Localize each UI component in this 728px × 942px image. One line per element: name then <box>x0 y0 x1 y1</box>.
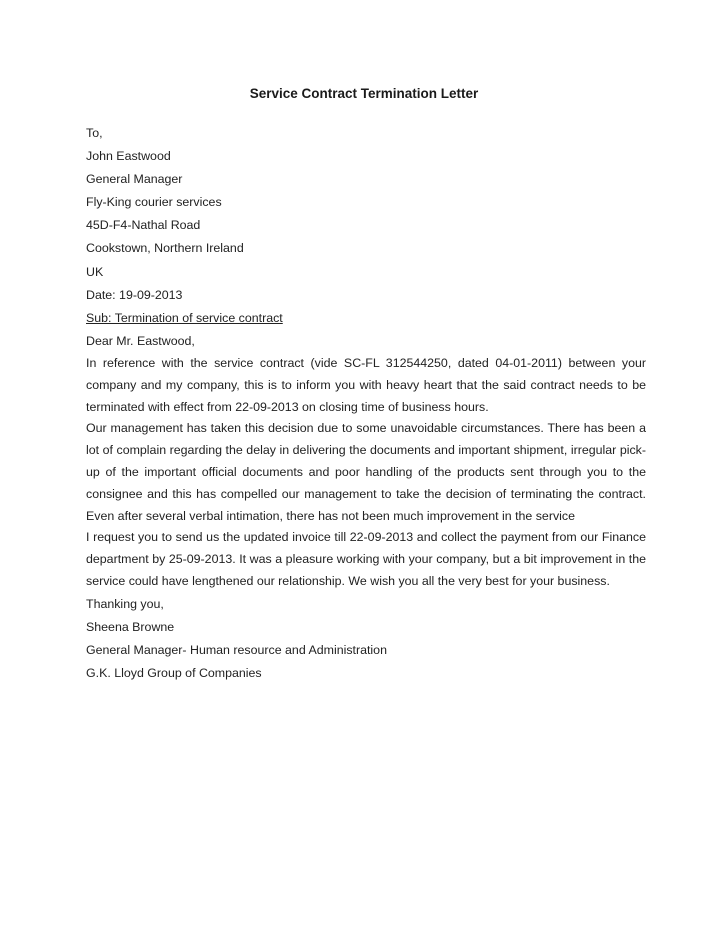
letter-closing: Thanking you, <box>86 596 164 611</box>
sender-company: G.K. Lloyd Group of Companies <box>86 665 262 680</box>
paragraph-reference: In reference with the service contract (vide SC-FL 312544250, dated 04-01-2011) between your company and my company, this is to inform you with heavy heart that the said contract needs to be terminated with effect from 22-09-2013 on closing time of business hours. <box>86 355 646 414</box>
letter-date: Date: 19-09-2013 <box>86 287 183 302</box>
recipient-name: John Eastwood <box>86 149 171 164</box>
paragraph-request: I request you to send us the updated invoice till 22-09-2013 and collect the payment from our Finance department by 25-09-2013. It was a pleasure working with your company, but a bit improvement in the service could have lengthened our relationship. We wish you all the very best for your business. <box>86 530 646 588</box>
letter-body <box>86 122 646 685</box>
sender-name: Sheena Browne <box>86 619 175 634</box>
recipient-country: UK <box>86 264 104 279</box>
recipient-address-line1: 45D-F4-Nathal Road <box>86 218 201 233</box>
recipient-position: General Manager <box>86 172 183 187</box>
recipient-company: Fly-King courier services <box>86 195 222 210</box>
sender-position: General Manager- Human resource and Administration <box>86 642 387 657</box>
letter-title: Service Contract Termination Letter <box>249 86 479 101</box>
recipient-to: To, <box>86 126 103 140</box>
letter-greeting: Dear Mr. Eastwood, <box>86 333 195 348</box>
letter-subject: Sub: Termination of service contract <box>86 310 283 325</box>
recipient-address-line2: Cookstown, Northern Ireland <box>86 241 244 256</box>
paragraph-reason: Our management has taken this decision due to some unavoidable circumstances. There has been a lot of complain regarding the delay in delivering the documents and important shipment, irregular pick-up of the important official documents and poor handling of the products sent through you to the consignee and this has compelled our management to take the decision of terminating the contract. Even after several verbal intimation, there has not been much improvement in the service <box>86 421 646 523</box>
